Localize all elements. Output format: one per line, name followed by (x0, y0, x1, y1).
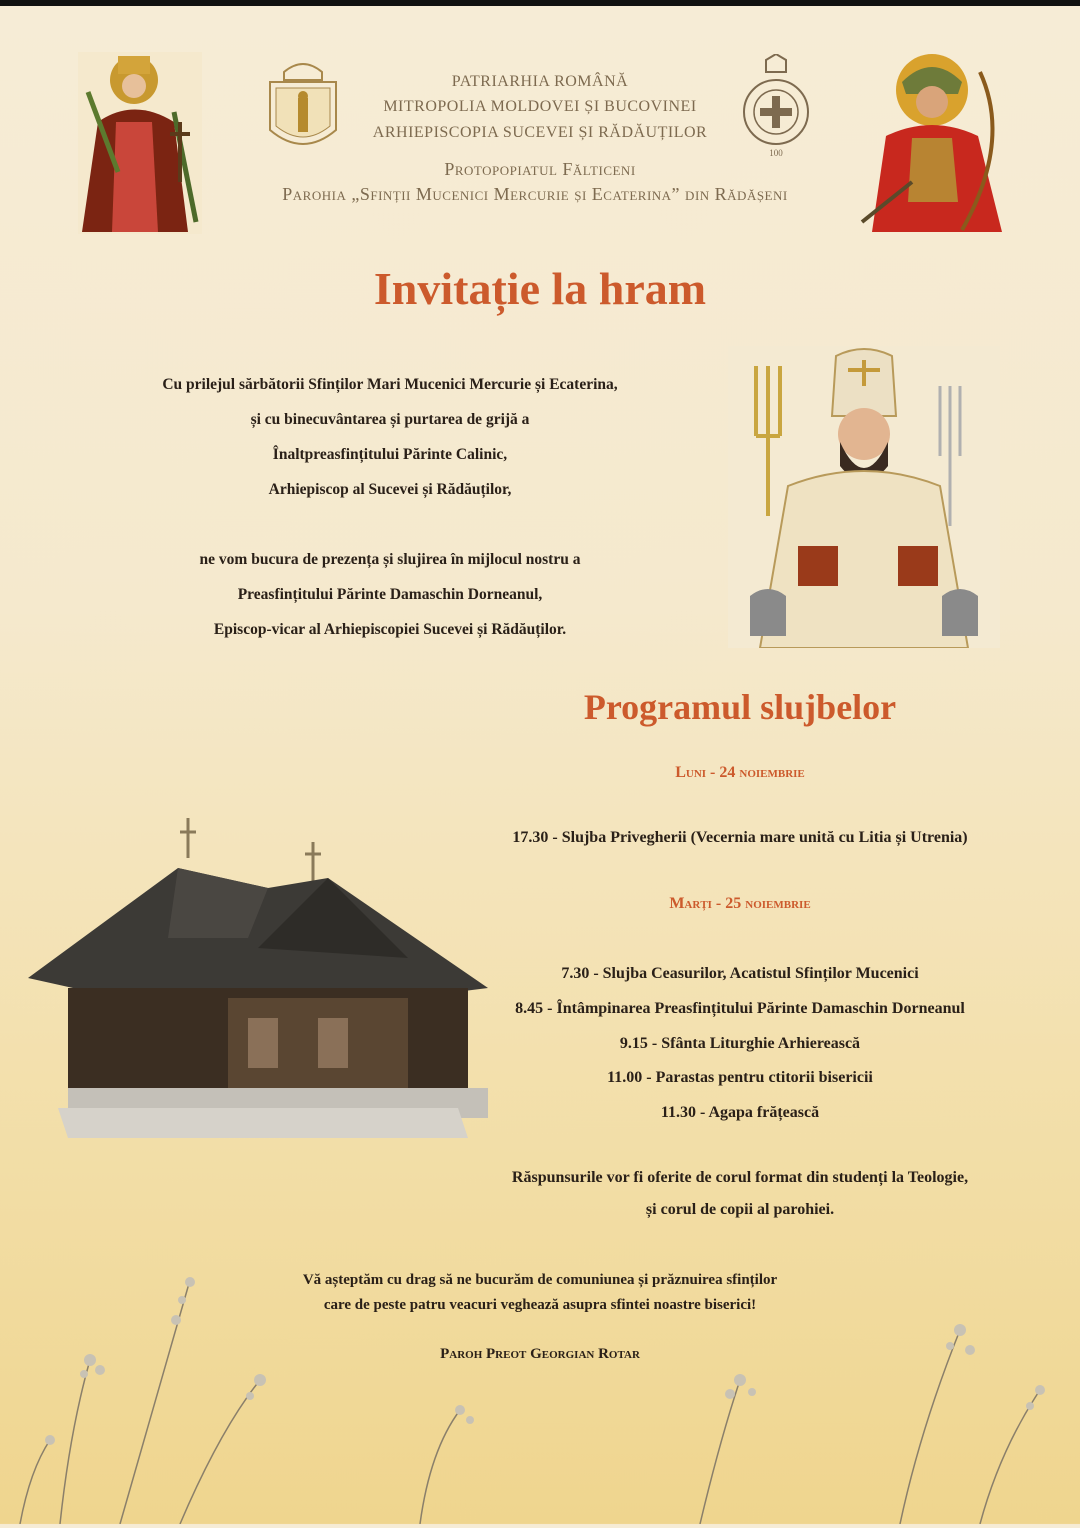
svg-text:100: 100 (769, 148, 783, 158)
header-patriarchate: PATRIARHIA ROMÂNĂ (451, 73, 629, 90)
day-tuesday-heading: Marți - 25 noiembrie (669, 895, 811, 912)
intro-line-3: Înaltpreasfințitului Părinte Calinic, (272, 446, 508, 463)
schedule-item: 7.30 - Slujba Ceasurilor, Acatistul Sfinților Mucenici (561, 965, 919, 982)
closing-line-1: Vă așteptăm cu drag să ne bucurăm de comuniunea și prăznuirea sfinților (302, 1272, 778, 1288)
header-archdiocese: ARHIEPISCOPIA SUCEVEI ȘI RĂDĂUȚILOR (372, 124, 708, 141)
intro-line-7: Episcop-vicar al Arhiepiscopiei Sucevei și Rădăuților. (213, 621, 567, 638)
responses-line-2: și corul de copii al parohiei. (645, 1201, 835, 1218)
page-title: Invitație la hram (373, 263, 707, 314)
day-monday-heading: Luni - 24 noiembrie (675, 764, 805, 781)
centenar-seal-icon (740, 54, 812, 158)
saint-ecaterina-icon (78, 52, 202, 234)
intro-line-1: Cu prilejul sărbătorii Sfinților Mari Mucenici Mercurie și Ecaterina, (162, 376, 618, 393)
closing-line-2: care de peste patru veacuri veghează asupra sfintei noastre biserici! (323, 1297, 757, 1313)
responses-line-1: Răspunsurile vor fi oferite de corul format din studenți la Teologie, (511, 1169, 969, 1186)
schedule-item: 9.15 - Sfânta Liturghie Arhierească (619, 1035, 861, 1052)
intro-line-4: Arhiepiscop al Sucevei și Rădăuților, (268, 481, 512, 498)
saint-mercurie-icon (852, 52, 1010, 234)
schedule-item: 11.00 - Parastas pentru ctitorii bisericii (607, 1069, 873, 1086)
bishop-portrait-image (728, 346, 1000, 648)
dried-flowers-decoration (0, 1270, 1080, 1524)
header-metropolis: MITROPOLIA MOLDOVEI ȘI BUCOVINEI (383, 98, 697, 115)
schedule-item: 17.30 - Slujba Privegherii (Vecernia mare unită cu Litia și Utrenia) (512, 829, 968, 846)
top-border (0, 0, 1080, 6)
schedule-item: 11.30 - Agapa frățească (660, 1104, 820, 1121)
intro-line-6: Preasfințitului Părinte Damaschin Dorneanul, (237, 586, 543, 603)
signature: Paroh Preot Georgian Rotar (440, 1346, 640, 1362)
header-parish: Parohia „Sfinții Mucenici Mercurie și Ecaterina” din Rădășeni (282, 184, 788, 204)
wooden-church-image (28, 818, 490, 1148)
schedule-item: 8.45 - Întâmpinarea Preasfințitului Părinte Damaschin Dorneanul (515, 1000, 965, 1017)
header-deanery: Protopopiatul Fălticeni (444, 159, 636, 179)
intro-line-5: ne vom bucura de prezența și slujirea în mijlocul nostru a (199, 551, 581, 568)
program-title: Programul slujbelor (583, 687, 897, 727)
intro-line-2: și cu binecuvântarea și purtarea de grijă a (250, 411, 530, 428)
